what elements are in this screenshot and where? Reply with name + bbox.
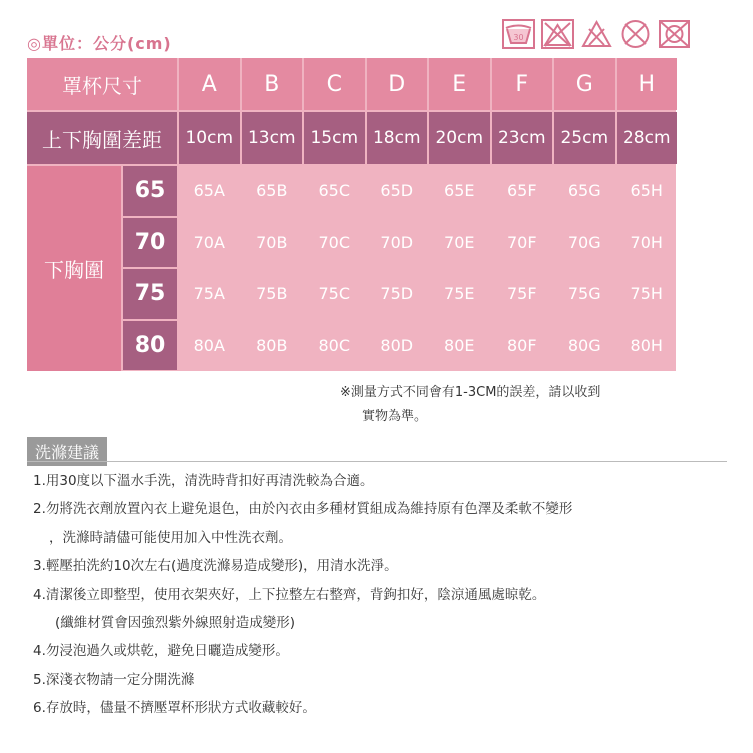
cup-size-header: 罩杯尺寸: [27, 58, 177, 110]
care-item: 3.輕壓拍洗約10次左右(過度洗滌易造成變形)，用清水洗淨。: [33, 558, 398, 575]
bust-diff-d: 18cm: [367, 112, 428, 164]
size-cell: 65H: [630, 181, 663, 201]
care-item: 1.用30度以下溫水手洗，清洗時背扣好再清洗較為合適。: [33, 473, 374, 489]
cup-header-f: F: [492, 58, 553, 110]
size-cell: 80E: [444, 335, 475, 355]
underbust-header: 下胸圍: [27, 166, 121, 371]
size-cell: 80C: [318, 335, 351, 355]
band-65: 65: [123, 166, 177, 216]
bust-diff-h: 28cm: [617, 112, 678, 164]
cup-header-h: H: [617, 58, 678, 110]
note-line-2: 實物為準。: [362, 409, 428, 424]
cup-header-e: E: [429, 58, 490, 110]
band-80: 80: [123, 321, 177, 371]
no-tumble-dry-icon: [619, 19, 652, 49]
band-70: 70: [123, 218, 177, 268]
no-iron-icon: [658, 19, 691, 49]
care-item: 4.勿浸泡過久或烘乾，避免日曬造成變形。: [33, 643, 289, 660]
care-item: ，洗滌時請儘可能使用加入中性洗衣劑。: [49, 529, 292, 546]
cup-header-g: G: [554, 58, 615, 110]
size-cell: 65G: [567, 181, 601, 201]
size-cell: 65A: [193, 181, 225, 201]
size-cell: 80B: [256, 335, 288, 355]
size-cell: 75F: [506, 284, 537, 304]
size-cell: 70H: [630, 232, 663, 252]
care-item: 2.勿將洗衣劑放置內衣上避免退色，由於內衣由多種材質組成為維持原有色澤及柔軟不變形: [33, 501, 573, 518]
size-cell: 75G: [567, 284, 601, 304]
care-title: 洗滌建議: [27, 437, 107, 466]
cup-header-b: B: [242, 58, 303, 110]
care-icons: [502, 19, 691, 49]
note-line-1: ※測量方式不同會有1-3CM的誤差，請以收到: [340, 385, 601, 400]
size-cell: 65C: [318, 181, 351, 201]
cup-header-c: C: [304, 58, 365, 110]
no-dry-clean-icon: [580, 19, 613, 49]
cup-header-a: A: [179, 58, 240, 110]
svg-text:30: 30: [513, 33, 524, 42]
bust-diff-f: 23cm: [492, 112, 553, 164]
unit-label: ◎單位：公分(cm): [27, 34, 172, 53]
bust-diff-g: 25cm: [554, 112, 615, 164]
size-cell: 65B: [256, 181, 288, 201]
no-bleach-icon: [541, 19, 574, 49]
size-cell: 70D: [380, 232, 414, 252]
size-cell: 70E: [444, 232, 475, 252]
bust-diff-b: 13cm: [242, 112, 303, 164]
size-cell: 80G: [567, 335, 601, 355]
bust-difference-header: 上下胸圍差距: [27, 112, 177, 164]
size-cell: 70A: [193, 232, 225, 252]
cup-header-d: D: [367, 58, 428, 110]
care-item: (纖維材質會因強烈紫外線照射造成變形): [55, 614, 296, 631]
size-cell: 75E: [444, 284, 475, 304]
size-cell: 80D: [380, 335, 414, 355]
size-cell: 65D: [380, 181, 414, 201]
size-cell: 80F: [506, 335, 537, 355]
size-table: [27, 58, 676, 371]
care-item: 5.深淺衣物請一定分開洗滌: [33, 671, 195, 688]
bust-diff-c: 15cm: [304, 112, 365, 164]
size-cell: 75A: [193, 284, 225, 304]
bust-diff-e: 20cm: [429, 112, 490, 164]
size-cell: 65E: [444, 181, 475, 201]
size-cell: 75C: [318, 284, 351, 304]
size-cell: 70F: [506, 232, 537, 252]
size-cell: 75D: [380, 284, 414, 304]
care-list: [33, 467, 572, 723]
care-item: 6.存放時，儘量不擠壓罩杯形狀方式收藏較好。: [33, 700, 316, 717]
band-75: 75: [123, 269, 177, 319]
size-cell: 75B: [256, 284, 288, 304]
size-cell: 75H: [630, 284, 663, 304]
care-item: 4.清潔後立即整型，使用衣架夾好，上下拉整左右整齊，背鉤扣好，陰涼通風處晾乾。: [33, 586, 546, 603]
size-cell: 70B: [256, 232, 288, 252]
care-divider: [27, 461, 727, 462]
size-cell: 65F: [506, 181, 537, 201]
size-cell: 80H: [630, 335, 663, 355]
wash-30-icon: [502, 19, 535, 49]
size-cell: 70C: [318, 232, 351, 252]
size-cell: 80A: [193, 335, 225, 355]
measurement-note: [340, 381, 680, 429]
bust-diff-a: 10cm: [179, 112, 240, 164]
size-cell: 70G: [567, 232, 601, 252]
